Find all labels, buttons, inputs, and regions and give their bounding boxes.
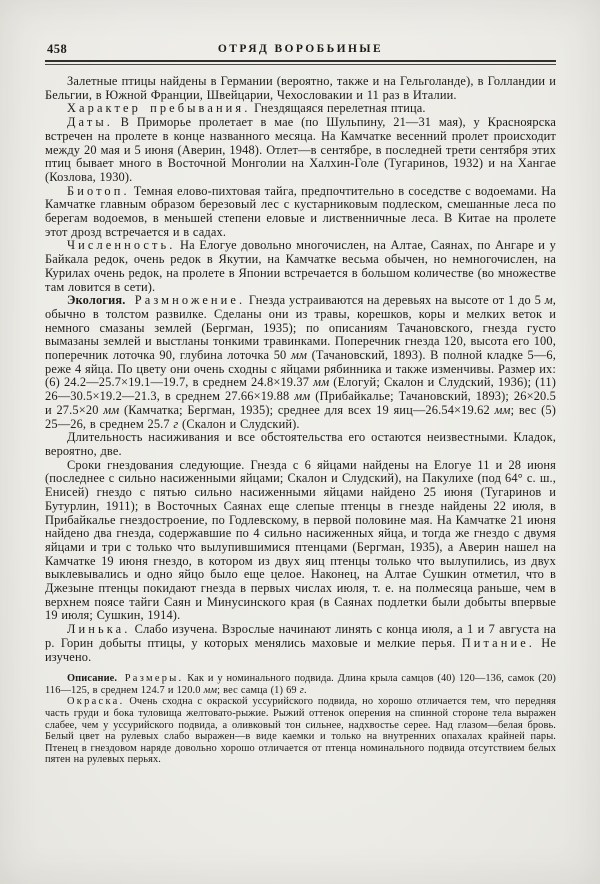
text-run: мм xyxy=(313,375,330,390)
text-run: Как и у номинального подвида. Длина крыла самцов (40) 120—136, самок (20) 116—125, в среднем 124.7 и 120.0 xyxy=(45,673,556,696)
text-run: Залетные птицы найдены в Германии (вероятно, также и на Гельголанде), в Голландии и Бельгии, в Южной Франции, Швейцарии, Чехословакии и 11 раз в Италии. xyxy=(45,74,556,102)
text-run: мм xyxy=(290,348,308,363)
text-run: Гнездящаяся перелетная птица. xyxy=(250,101,426,116)
text-run: (Скалон и Слудский). xyxy=(178,416,300,431)
paragraph xyxy=(45,623,556,664)
text-run: Длительность насиживания и все обстоятельства его остаются неизвестными. Кладок, вероятно, две. xyxy=(45,430,556,458)
text-run: , обычно в толстом развилке. Сделаны они из травы, корешков, коры и мелких веток и немного смазаны землей (Бергман, 1935); по описаниям Тачановского, гнезда густо вымазаны землей и выстланы тонкими травинками. Поперечник гнезда 120, высота его 100, поперечник лоточка 90, глубина лоточка 50 xyxy=(45,293,556,363)
text-run: г xyxy=(173,416,179,431)
page-number: 458 xyxy=(47,42,68,56)
text-run: м xyxy=(544,293,553,308)
text-run: Очень сходна с окраской уссурийского подвида, но хорошо отличается тем, что передняя часть груди и бока туловища желтовато-рыжие. Рыжий оттенок оперения на спинной стороне тела выражен слабее, чем у уссурийского подвида, а оливковый тон сильнее, надхвостье серее. Над глазом—белая бровь. Белый цвет на рулевых слабо выражен—в виде каемки и только на внутренних опахалах крайней пары. Птенец в гнездовом наряде довольно хорошо отличается от птенца номинального подвида отсутствием белых пятен на рулевых перьях. xyxy=(45,696,556,766)
text-run: ; вес (5) 25—26, в среднем 25.7 xyxy=(45,402,556,431)
text-run: Размножение. xyxy=(125,293,246,308)
text-run: Даты. xyxy=(67,115,113,130)
paragraph xyxy=(45,239,556,294)
text-run: Гнезда устраиваются на деревьях на высоте от 1 до 5 xyxy=(245,293,545,308)
paragraph xyxy=(45,185,556,240)
text-run: Численность. xyxy=(67,238,176,253)
text-run: (Елогуй; Скалон и Слудский, 1936); (11) 26—30.5×19.2—21.3, в среднем 27.66×19.88 xyxy=(45,375,556,404)
text-run: Описание. xyxy=(67,673,118,685)
paragraph xyxy=(45,75,556,102)
text-run: Питание. xyxy=(461,635,536,650)
text-run: . xyxy=(303,684,307,696)
text-run: Характер пребывания. xyxy=(67,101,251,116)
running-header xyxy=(45,42,556,57)
paragraph xyxy=(45,696,556,766)
description-small-text-block xyxy=(45,673,556,766)
main-text-block xyxy=(45,75,556,664)
text-run: В Приморье пролетает в мае (по Шульпину, 21—31 мая), у Красноярска встречен на пролете в конце названного месяца. На Камчатке весенний пролет происходит между 20 мая и 5 июня (Аверин, 1948). Отлет—в сентябре, в последней трети сентября этих птиц бывает много в Восточной Монголии на Халхин-Голе (Тугаринов, 1932) и на Хангае (Козлова, 1930). xyxy=(45,115,556,184)
paragraph xyxy=(45,294,556,431)
text-run: ; вес самца (1) 69 xyxy=(217,684,300,696)
text-run: Окраска. xyxy=(67,696,125,708)
paragraph xyxy=(45,102,556,116)
text-run: (Тачановский, 1893). В полной кладке 5—6, реже 4 яйца. По цвету они очень сходны с яйцами рябинника и также изменчивы. Размер их: (6) 24.2—25.7×19.1—19.7, в среднем 24.8×19.37 xyxy=(45,348,556,390)
header-double-rule xyxy=(45,60,556,65)
text-run: Биотоп. xyxy=(67,183,130,198)
text-run: Темная елово-пихтовая тайга, предпочтительно в соседстве с водоемами. На Камчатке главным образом березовый лес с кустарниковым подлеском, смешанные леса по берегам водоемов, в меньшей степени еловые и лиственничные леса. В Китае на пролете этот дрозд встречается и в садах. xyxy=(45,183,556,239)
text-run: Размеры. xyxy=(117,673,184,685)
paragraph xyxy=(45,459,556,623)
text-run: мм xyxy=(294,389,311,404)
text-run: мм xyxy=(203,684,218,696)
paragraph xyxy=(45,673,556,696)
text-run: Экология. xyxy=(67,293,126,308)
paragraph xyxy=(45,431,556,458)
text-run: На Елогуе довольно многочислен, на Алтае, Саянах, по Ангаре и у Байкала редок, очень редок в Якутии, на Камчатке весьма обычен, но немногочислен, на Курилах очень редок, на пролете в Японии встречается в большом количестве (во множестве там ловится в сети). xyxy=(45,238,556,294)
text-run: мм xyxy=(494,402,511,417)
text-run: (Прибайкалье; Тачановский, 1893); 26×20.5 и 27.5×20 xyxy=(45,389,556,417)
text-run: Не изучено. xyxy=(45,635,556,664)
paragraph xyxy=(45,116,556,185)
text-run: Слабо изучена. Взрослые начинают линять с конца июля, а 1 и 7 августа на р. Горин добыты птицы, у которых менялись маховые и мелкие перья. xyxy=(45,622,556,650)
text-run: г xyxy=(299,684,304,696)
text-run: (Камчатка; Бергман, 1935); среднее для всех 19 яиц—26.54×19.62 xyxy=(119,402,495,417)
text-run: Сроки гнездования следующие. Гнезда с 6 яйцами найдены на Елогуе 11 и 28 июня (последнее с сильно насиженными яйцами; Скалон и Слудский), на Пакулихе (под 64° с. ш., Енисей) гнездо с пятью сильно насиженными яйцами найдено 25 июня (Тугаринов и Бутурлин, 1911); в Восточных Саянах еще слепые птенцы в гнезде найдены 22 июля, в Прибайкалье гнездостроение, по Годлевскому, в первой половине мая. На Камчатке 21 июня найдено два гнезда, содержавшие по 4 сильно насиженных яйца, и тогда же гнездо с двумя яйцами и три с только что вылупившимися птенцами (Бергман, 1935), а Аверин нашел на Камчатке 19 июня гнездо, в котором из двух яиц птенцы только что вылупились, из двух выклевывались и одно яйцо было еще целое. Наконец, на Алтае Сушкин отметил, что в Джезыне птенцы покидают гнезда в первых числах июля, т. е. на полмесяца раньше, чем в верхнем поясе тайги Саян и Минусинского края (в Саянах подлетки были добыты впервые 19 июля; Сушкин, 1914). xyxy=(45,457,556,623)
running-head-title: ОТРЯД ВОРОБЬИНЫЕ xyxy=(217,43,384,55)
text-run: мм xyxy=(103,402,120,417)
text-run: Линька. xyxy=(67,622,131,637)
